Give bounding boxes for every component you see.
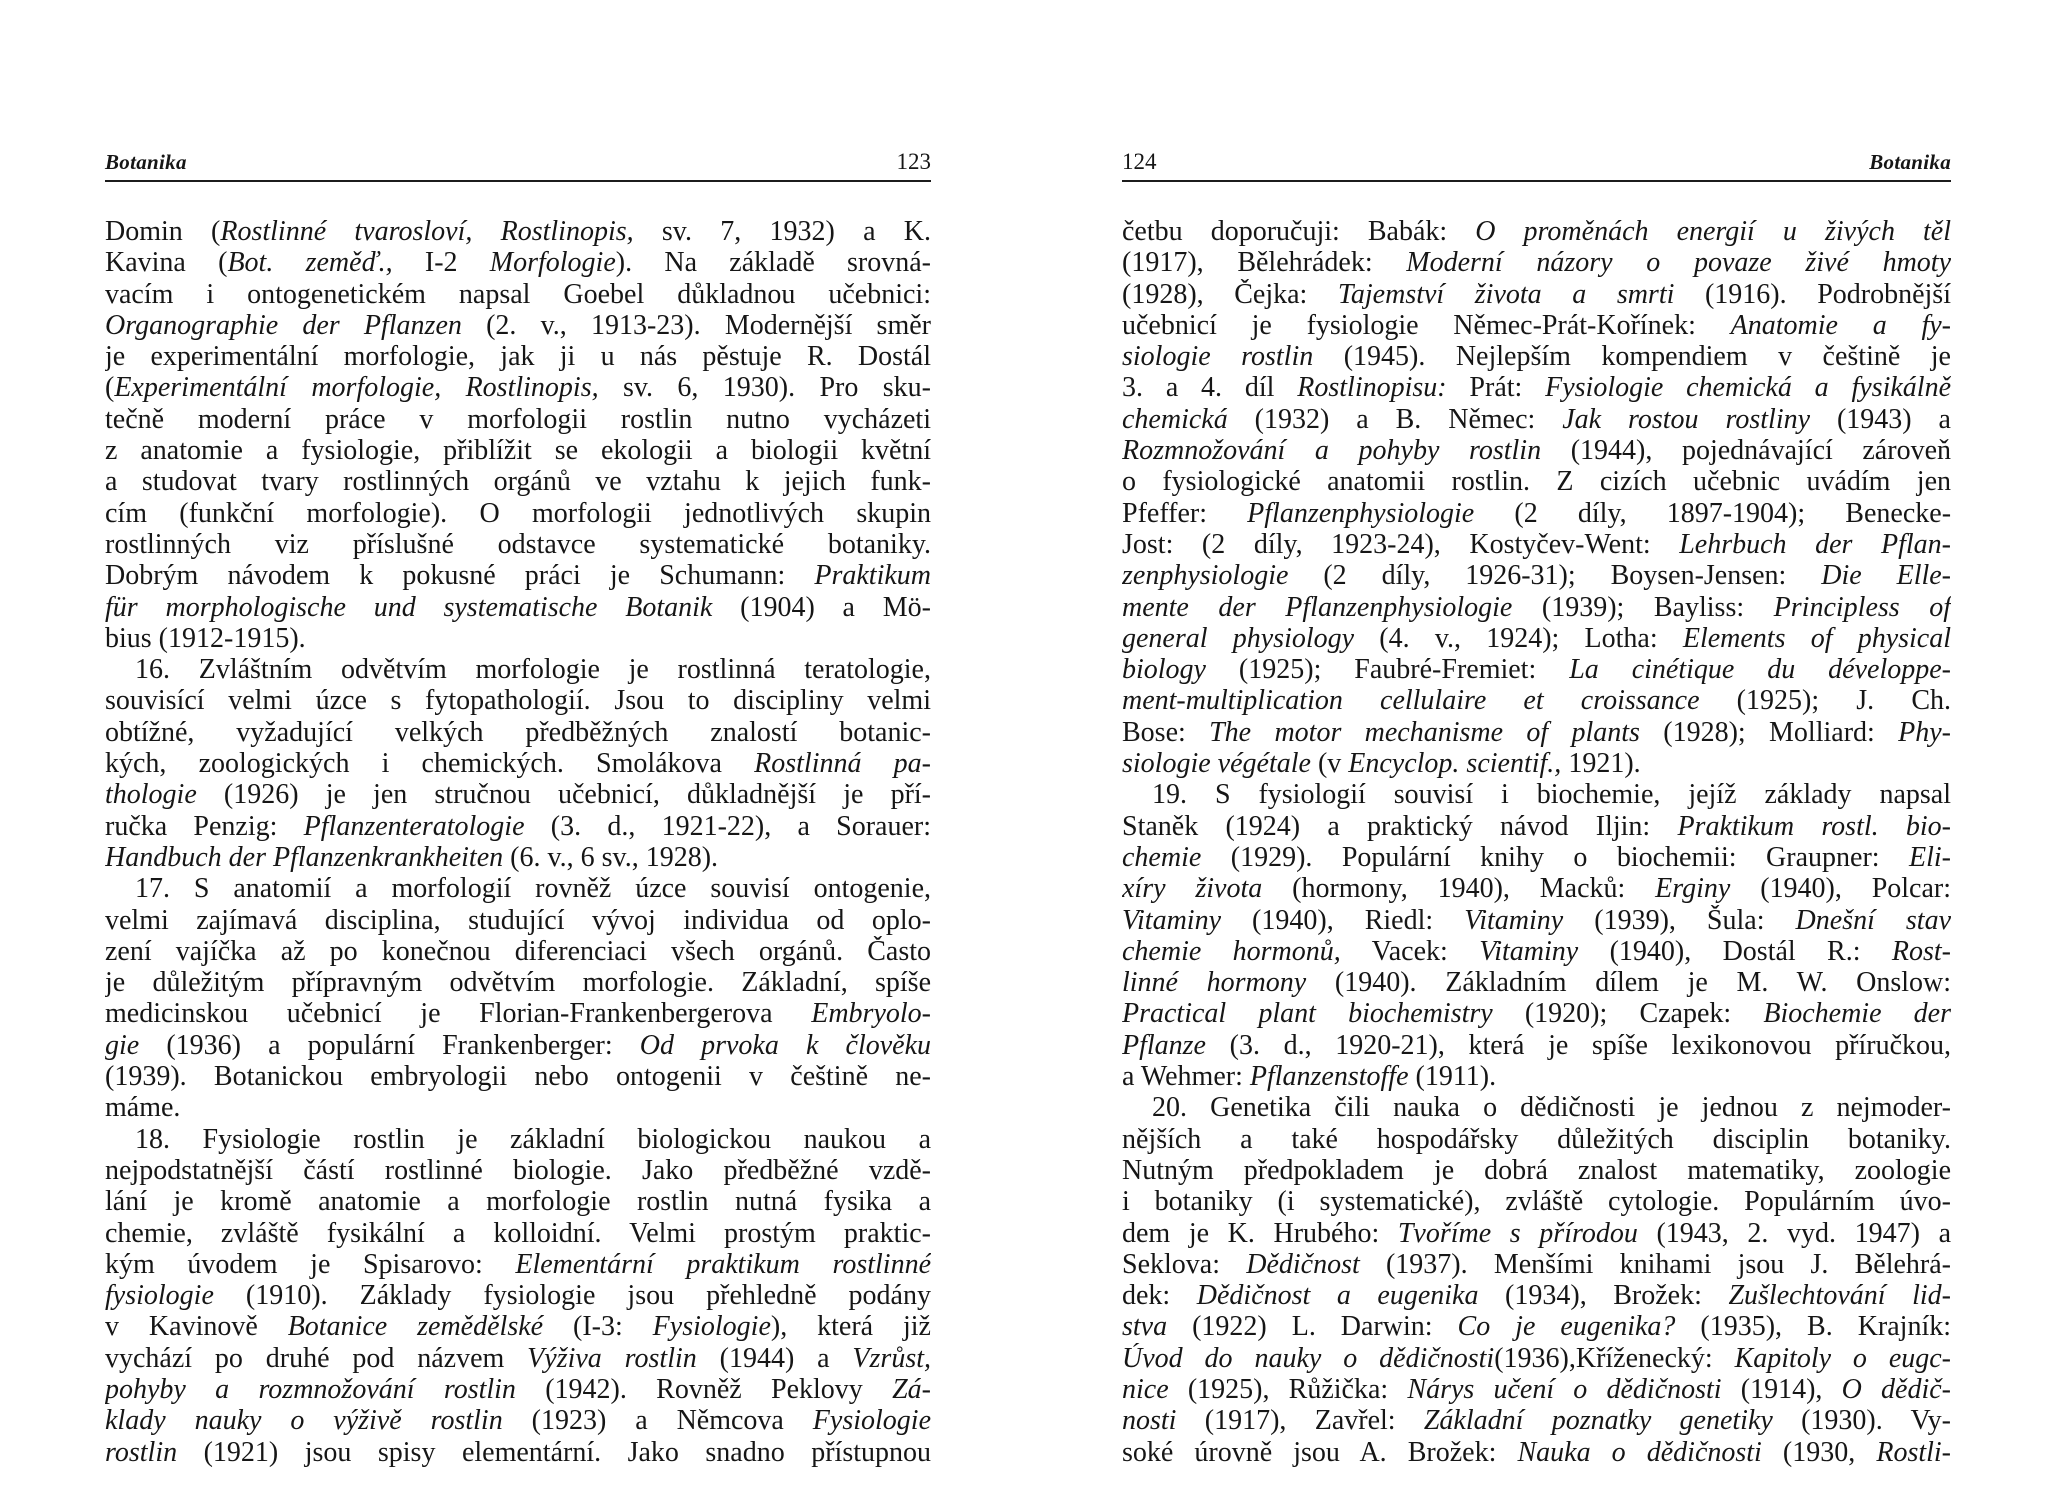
text-run: Prát: [1446, 372, 1546, 404]
paragraph [105, 873, 931, 1123]
text-run: kým úvodem je Spisarovo: [105, 1248, 516, 1280]
text-run: (1930). Vy- [1772, 1405, 1951, 1437]
text-line [105, 404, 931, 435]
text-line [105, 1311, 931, 1342]
text-line [1122, 1374, 1951, 1405]
italic-run: Erginy [1655, 873, 1731, 905]
text-run: (1943) a [1810, 403, 1951, 435]
text-line [105, 873, 931, 904]
italic-run: Kapitoly o eugc- [1734, 1342, 1951, 1374]
text-run: 20. Genetika čili nauka o dědičnosti je jednou z nejmoder- [1152, 1092, 1951, 1124]
text-run: (1925); Faubré-Fremiet: [1206, 654, 1570, 686]
text-line [105, 1437, 931, 1468]
text-run: (1940), Riedl: [1221, 904, 1465, 936]
text-run: (1910). Základy fysiologie jsou přehledně podány [213, 1280, 931, 1312]
text-run: obtížné, vyžadující velkých předběžných znalostí botanic- [105, 716, 931, 748]
italic-run: Praktikum rostl. bio- [1677, 810, 1951, 842]
italic-run: Zušlechtování lid- [1728, 1280, 1951, 1312]
text-run: 17. S anatomií a morfologií rovněž úzce souvisí ontogenie, [135, 873, 931, 905]
text-run: Nutným předpokladem je dobrá znalost matematiky, zoologie [1122, 1154, 1951, 1186]
text-line [105, 1218, 931, 1249]
text-run: (1920); Czapek: [1492, 998, 1764, 1030]
italic-run: Pflanzenstoffe [1249, 1061, 1409, 1093]
text-run: (1922) L. Darwin: [1167, 1311, 1458, 1343]
italic-run: Vitaminy [1464, 904, 1564, 936]
italic-run: Die Elle- [1821, 560, 1951, 592]
text-run: učebnicí je fysiologie Němec-Prát-Kořínek: [1122, 309, 1731, 341]
text-line [1122, 654, 1951, 685]
text-line [105, 685, 931, 716]
text-line [105, 1155, 931, 1186]
text-run: i botaniky (i systematické), zvláště cytologie. Populárním úvo- [1122, 1186, 1951, 1218]
text-run: (1914), [1721, 1373, 1842, 1405]
text-line [105, 1186, 931, 1217]
running-head [105, 146, 931, 176]
text-line [105, 1092, 931, 1123]
text-line [1122, 1092, 1951, 1123]
text-run: (1916). Podrobnější [1674, 278, 1951, 310]
italic-run: Rostli- [1876, 1436, 1951, 1468]
text-run: (4. v., 1924); Lotha: [1354, 622, 1683, 654]
italic-run: Dnešní stav [1795, 904, 1951, 936]
paragraph [105, 1124, 931, 1468]
text-run: souvisící velmi úzce s fytopathologií. Jsou to discipliny velmi [105, 685, 931, 717]
text-line [1122, 529, 1951, 560]
text-line [1122, 372, 1951, 403]
header-rule [105, 180, 931, 182]
text-line [1122, 435, 1951, 466]
text-run: (1925), Růžička: [1168, 1373, 1408, 1405]
italic-run: Tajemství života a smrti [1337, 278, 1675, 310]
text-run: vychází po druhé pod názvem [105, 1342, 528, 1374]
text-run: ), která již [770, 1311, 931, 1343]
text-line [1122, 466, 1951, 497]
text-line [1122, 1343, 1951, 1374]
italic-run: nice [1122, 1373, 1169, 1405]
text-run: ). Na základě srovná- [615, 247, 931, 279]
italic-run: Vitaminy [1479, 935, 1579, 967]
text-run: kých, zoologických i chemických. Smolákova [105, 748, 755, 780]
text-run: Staněk (1924) a praktický návod Iljin: [1122, 810, 1678, 842]
italic-run: Encyclop. scientif., [1348, 748, 1562, 780]
text-run: I-2 [392, 247, 490, 279]
text-run: (1944), pojednávající zároveň [1541, 435, 1951, 467]
text-run: (1943, 2. vyd. 1947) a [1637, 1217, 1951, 1249]
text-line [1122, 811, 1951, 842]
text-line [105, 654, 931, 685]
text-run: (1917), Zavřel: [1176, 1405, 1424, 1437]
italic-run: Pflanzenteratologie [303, 810, 525, 842]
text-line [105, 998, 931, 1029]
italic-run: Výživa rostlin [527, 1342, 697, 1374]
page-left [105, 0, 931, 1500]
running-head [1122, 146, 1951, 176]
text-run: (2 díly, 1926-31); Boysen-Jensen: [1288, 560, 1822, 592]
text-run: z anatomie a fysiologie, přiblížit se ekologii a biologii květní [105, 435, 931, 467]
text-run: Kavina ( [105, 247, 228, 279]
text-line [1122, 404, 1951, 435]
text-line [105, 341, 931, 372]
text-run: zení vajíčka až po konečnou diferenciaci všech orgánů. Často [105, 935, 931, 967]
running-title: Botanika [1869, 150, 1951, 174]
italic-run: Vzrůst, [852, 1342, 931, 1374]
text-line [105, 905, 931, 936]
text-line [105, 1343, 931, 1374]
italic-run: Anatomie a fy- [1730, 309, 1951, 341]
italic-run: thologie [105, 779, 197, 811]
text-run: cím (funkční morfologie). O morfologii jednotlivých skupin [105, 497, 931, 529]
text-line [1122, 1124, 1951, 1155]
text-line [105, 1030, 931, 1061]
text-run: dem je K. Hrubého: [1122, 1217, 1398, 1249]
italic-run: für morphologische und systematische Botanik [105, 591, 713, 623]
text-line [1122, 1218, 1951, 1249]
italic-run: Moderní názory o povaze živé hmoty [1406, 247, 1951, 279]
text-line [1122, 1437, 1951, 1468]
italic-run: linné hormony [1122, 967, 1307, 999]
text-line [105, 247, 931, 278]
text-run: (1925); J. Ch. [1699, 685, 1951, 717]
paragraph [105, 654, 931, 873]
italic-run: Organographie der Pflanzen [105, 309, 462, 341]
text-line [1122, 1186, 1951, 1217]
text-run: (1944) a [696, 1342, 853, 1374]
italic-run: Rostlinopisu: [1297, 372, 1447, 404]
text-run: Domin ( [105, 216, 221, 247]
text-line [105, 1124, 931, 1155]
text-run: 1921). [1561, 748, 1641, 780]
italic-run: Vitaminy [1122, 904, 1222, 936]
text-run: 3. a 4. díl [1122, 372, 1298, 404]
text-run: dek: [1122, 1280, 1197, 1312]
text-line [105, 592, 931, 623]
text-run: (1929). Populární knihy o biochemii: Graupner: [1201, 841, 1909, 873]
text-run: (1904) a Mö- [712, 591, 931, 623]
text-line [1122, 1155, 1951, 1186]
text-line [1122, 498, 1951, 529]
italic-run: Elementární praktikum rostlinné [515, 1248, 931, 1280]
italic-run: chemická [1122, 403, 1228, 435]
text-run: sv. 6, 1930). Pro sku- [598, 372, 931, 404]
text-line [1122, 905, 1951, 936]
italic-run: Practical plant biochemistry [1122, 998, 1493, 1030]
italic-run: Co je eugenika? [1457, 1311, 1676, 1343]
italic-run: La cinétique du développe- [1569, 654, 1951, 686]
italic-run: Zá- [892, 1373, 931, 1405]
text-run: soké úrovně jsou A. Brožek: [1122, 1436, 1518, 1468]
italic-run: pohyby a rozmnožování rostlin [105, 1373, 516, 1405]
text-run: (1939), Šula: [1563, 904, 1796, 936]
text-run: (1928), Čejka: [1122, 278, 1338, 310]
paragraph [1122, 1092, 1951, 1468]
text-line [105, 466, 931, 497]
italic-run: O proměnách energií u živých těl [1475, 216, 1951, 247]
text-run: (1940). Základním dílem je M. W. Onslow: [1306, 967, 1951, 999]
italic-run: Bot. zeměď., [227, 247, 393, 279]
text-line [105, 560, 931, 591]
text-line [105, 1061, 931, 1092]
text-line [1122, 560, 1951, 591]
text-line [105, 1405, 931, 1436]
italic-run: Experimentální morfologie, Rostlinopis, [114, 372, 599, 404]
italic-run: Základní poznatky genetiky [1423, 1405, 1773, 1437]
italic-run: Principless of [1773, 591, 1951, 623]
italic-run: chemie hormonů, [1122, 935, 1341, 967]
text-run: (1932) a B. Němec: [1227, 403, 1563, 435]
header-rule [1122, 180, 1951, 182]
text-line [105, 1249, 931, 1280]
text-line [105, 372, 931, 403]
text-run: (1937). Menšími knihami jsou J. Bělehrá- [1359, 1248, 1951, 1280]
text-run: ručka Penzig: [105, 810, 304, 842]
text-run: (1939); Bayliss: [1512, 591, 1774, 623]
text-run: v Kavinově [105, 1311, 288, 1343]
text-run: (1930, [1761, 1436, 1877, 1468]
text-run: (1926) je jen stručnou učebnicí, důkladnější je pří- [196, 779, 931, 811]
text-line [1122, 1249, 1951, 1280]
text-run: (1939). Botanickou embryologii nebo ontogenii v češtině ne- [105, 1061, 931, 1093]
text-run: máme. [105, 1092, 181, 1124]
text-run: 18. Fysiologie rostlin je základní biologickou naukou a [135, 1123, 931, 1155]
text-line [1122, 279, 1951, 310]
text-line [105, 216, 931, 247]
italic-run: Morfologie [489, 247, 616, 279]
text-line [1122, 1061, 1951, 1092]
text-line [105, 748, 931, 779]
text-run: (1911). [1408, 1061, 1497, 1093]
text-run: bius (1912-1915). [105, 622, 306, 654]
text-line [1122, 842, 1951, 873]
italic-run: Praktikum [814, 560, 931, 592]
text-line [1122, 592, 1951, 623]
text-line [1122, 310, 1951, 341]
text-run: (1917), Bělehrádek: [1122, 247, 1407, 279]
text-line [1122, 1280, 1951, 1311]
text-line [1122, 685, 1951, 716]
text-run: (1945). Nejlepším kompendiem v češtině je [1313, 341, 1951, 373]
text-run: (1936),Kříženecký: [1494, 1342, 1735, 1374]
text-run: a studovat tvary rostlinných orgánů ve vztahu k jejich funk- [105, 466, 931, 498]
text-line [105, 623, 931, 654]
text-line [1122, 247, 1951, 278]
text-run: nějších a také hospodářsky důležitých disciplin botaniky. [1122, 1123, 1951, 1155]
text-run: o fysiologické anatomii rostlin. Z cizích učebnic uvádím jen [1122, 466, 1951, 498]
italic-run: O dědič- [1841, 1373, 1951, 1405]
text-line [1122, 967, 1951, 998]
text-run: medicinskou učebnicí je Florian-Frankenbergerova [105, 998, 812, 1030]
text-line [105, 842, 931, 873]
text-line [1122, 936, 1951, 967]
text-line [1122, 1405, 1951, 1436]
text-line [105, 779, 931, 810]
text-run: a Wehmer: [1122, 1061, 1250, 1093]
italic-run: rostlin [105, 1436, 178, 1468]
italic-run: Eli- [1909, 841, 1951, 873]
italic-run: Jak rostou rostliny [1562, 403, 1811, 435]
text-run: tečně moderní práce v morfologii rostlin nutno vycházeti [105, 403, 931, 435]
italic-run: Fysiologie [652, 1311, 771, 1343]
italic-run: Phy- [1898, 716, 1951, 748]
text-line [1122, 341, 1951, 372]
text-run: sv. 7, 1932) a K. [633, 216, 931, 247]
italic-run: Rostlinná pa- [754, 748, 931, 780]
text-run: 19. S fysiologií souvisí i biochemie, jejíž základy napsal [1152, 779, 1951, 811]
text-line [105, 435, 931, 466]
italic-run: Botanice zemědělské [287, 1311, 544, 1343]
text-run: Dobrým návodem k pokusné práci je Schumann: [105, 560, 815, 592]
text-line [1122, 873, 1951, 904]
text-line [105, 717, 931, 748]
italic-run: siologie végétale [1122, 748, 1311, 780]
text-run: Jost: (2 díly, 1923-24), Kostyčev-Went: [1122, 528, 1680, 560]
text-run: (1935), B. Krajník: [1675, 1311, 1951, 1343]
italic-run: Biochemie der [1763, 998, 1951, 1030]
text-run: ( [105, 372, 115, 404]
italic-run: Pflanze [1122, 1029, 1206, 1061]
italic-run: Od prvoka k člověku [639, 1029, 931, 1061]
text-run: lání je kromě anatomie a morfologie rostlin nutná fysika a [105, 1186, 931, 1218]
italic-run: Dědičnost a eugenika [1196, 1280, 1479, 1312]
text-line [105, 1374, 931, 1405]
text-line [105, 967, 931, 998]
text-run: (2. v., 1913-23). Modernější směr [461, 309, 931, 341]
italic-run: biology [1122, 654, 1206, 686]
text-line [1122, 216, 1951, 247]
italic-run: klady nauky o výživě rostlin [105, 1405, 503, 1437]
text-run: velmi zajímavá disciplina, studující vývoj individua od oplo- [105, 904, 931, 936]
italic-run: Rost- [1891, 935, 1951, 967]
text-run: (v [1310, 748, 1349, 780]
italic-run: xíry života [1122, 873, 1263, 905]
text-run: nejpodstatnější částí rostlinné biologie. Jako předběžné vzdě- [105, 1154, 931, 1186]
text-run: rostlinných viz příslušné odstavce systematické botaniky. [105, 528, 931, 560]
text-run: (hormony, 1940), Macků: [1262, 873, 1656, 905]
text-line [1122, 998, 1951, 1029]
italic-run: Rostlinné tvarosloví, Rostlinopis, [220, 216, 634, 247]
italic-run: Rozmnožování a pohyby rostlin [1122, 435, 1542, 467]
text-run: je experimentální morfologie, jak ji u nás pěstuje R. Dostál [105, 341, 931, 373]
paragraph [1122, 779, 1951, 1092]
italic-run: Dědičnost [1246, 1248, 1360, 1280]
page-number: 123 [896, 149, 931, 174]
page-number: 124 [1122, 149, 1157, 174]
text-line [105, 811, 931, 842]
page-body [105, 216, 931, 1468]
text-line [105, 936, 931, 967]
text-run: (1923) a Němcova [502, 1405, 813, 1437]
italic-run: Elements of physical [1682, 622, 1951, 654]
paragraph [105, 216, 931, 654]
italic-run: Nauka o dědičnosti [1517, 1436, 1762, 1468]
italic-run: ment-multiplication cellulaire et croissance [1122, 685, 1700, 717]
italic-run: Tvoříme s přírodou [1397, 1217, 1638, 1249]
page-body [1122, 216, 1951, 1468]
text-line [1122, 748, 1951, 779]
text-run: Vacek: [1340, 935, 1480, 967]
italic-run: Fysiologie chemická a fysikálně [1545, 372, 1951, 404]
text-line [1122, 623, 1951, 654]
italic-run: chemie [1122, 841, 1202, 873]
text-line [1122, 717, 1951, 748]
text-run: vacím i ontogenetickém napsal Goebel důkladnou učebnici: [105, 278, 931, 310]
text-run: (1940), Polcar: [1730, 873, 1951, 905]
page-right [1122, 0, 1951, 1500]
italic-run: Nárys učení o dědičnosti [1407, 1373, 1722, 1405]
text-line [105, 1280, 931, 1311]
italic-run: nosti [1122, 1405, 1177, 1437]
text-run: (3. d., 1921-22), a Sorauer: [524, 810, 931, 842]
italic-run: gie [105, 1029, 140, 1061]
text-run: je důležitým přípravným odvětvím morfologie. Základní, spíše [105, 967, 931, 999]
text-run: (I-3: [543, 1311, 653, 1343]
text-line [1122, 1311, 1951, 1342]
text-run: (1934), Brožek: [1478, 1280, 1729, 1312]
paragraph [1122, 216, 1951, 779]
text-run: četbu doporučuji: Babák: [1122, 216, 1476, 247]
italic-run: fysiologie [105, 1280, 214, 1312]
italic-run: general physiology [1122, 622, 1355, 654]
text-run: (1928); Molliard: [1639, 716, 1899, 748]
text-run: (6. v., 6 sv., 1928). [503, 841, 719, 873]
text-run: Seklova: [1122, 1248, 1247, 1280]
text-run: Bose: [1122, 716, 1210, 748]
italic-run: Embryolo- [811, 998, 931, 1030]
text-run: 16. Zvláštním odvětvím morfologie je rostlinná teratologie, [135, 654, 931, 686]
italic-run: stva [1122, 1311, 1168, 1343]
text-line [105, 498, 931, 529]
text-line [105, 310, 931, 341]
text-run: (2 díly, 1897-1904); Benecke- [1474, 497, 1951, 529]
text-run: chemie, zvláště fysikální a kolloidní. Velmi prostým praktic- [105, 1217, 931, 1249]
italic-run: Úvod do nauky o dědičnosti [1122, 1342, 1495, 1374]
italic-run: siologie rostlin [1122, 341, 1314, 373]
text-line [1122, 1030, 1951, 1061]
italic-run: zenphysiologie [1122, 560, 1289, 592]
text-line [105, 279, 931, 310]
italic-run: mente der Pflanzenphysiologie [1122, 591, 1513, 623]
text-run: (1942). Rovněž Peklovy [515, 1373, 893, 1405]
text-line [105, 529, 931, 560]
text-run: (3. d., 1920-21), která je spíše lexikonovou příručkou, [1206, 1029, 1951, 1061]
italic-run: Lehrbuch der Pflan- [1679, 528, 1951, 560]
italic-run: Pflanzenphysiologie [1247, 497, 1475, 529]
text-run: (1940), Dostál R.: [1578, 935, 1892, 967]
italic-run: The motor mechanisme of plants [1209, 716, 1640, 748]
italic-run: Fysiologie [812, 1405, 931, 1437]
running-title: Botanika [105, 150, 187, 174]
text-line [1122, 779, 1951, 810]
text-run: Pfeffer: [1122, 497, 1248, 529]
text-run: (1921) jsou spisy elementární. Jako snadno přístupnou [177, 1436, 931, 1468]
italic-run: Handbuch der Pflanzenkrankheiten [105, 841, 504, 873]
text-run: (1936) a populární Frankenberger: [139, 1029, 640, 1061]
